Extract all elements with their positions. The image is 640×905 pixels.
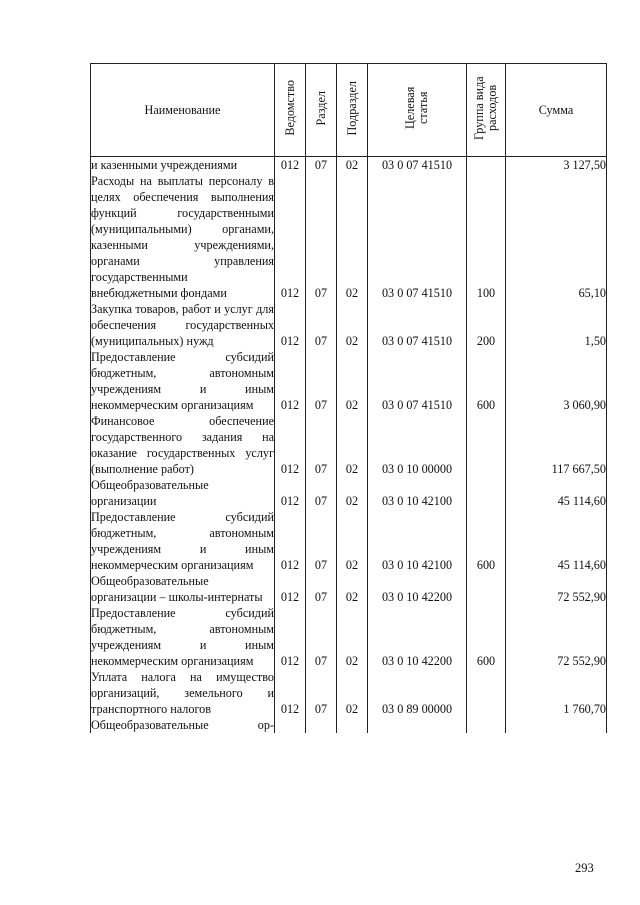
row-razdel: 07 xyxy=(306,605,337,669)
row-vedomstvo: 012 xyxy=(275,669,306,717)
row-gruppa: 100 xyxy=(467,173,506,301)
row-razdel: 07 xyxy=(306,157,337,174)
row-summa: 3 127,50 xyxy=(506,157,607,174)
row-summa: 72 552,90 xyxy=(506,573,607,605)
row-gruppa: 600 xyxy=(467,605,506,669)
header-podrazdel: Подраздел xyxy=(337,64,368,157)
row-gruppa xyxy=(467,669,506,717)
row-summa: 1,50 xyxy=(506,301,607,349)
row-vedomstvo: 012 xyxy=(275,157,306,174)
row-name: Закупка товаров, работ и услуг для обеспечения государственных (муниципальных) нужд xyxy=(91,302,274,348)
row-tselevaya: 03 0 10 42200 xyxy=(368,605,467,669)
row-tselevaya: 03 0 10 42200 xyxy=(368,573,467,605)
row-podrazdel: 02 xyxy=(337,669,368,717)
row-tselevaya: 03 0 07 41510 xyxy=(368,301,467,349)
row-tselevaya: 03 0 07 41510 xyxy=(368,173,467,301)
row-summa: 45 114,60 xyxy=(506,509,607,573)
row-vedomstvo: 012 xyxy=(275,573,306,605)
row-name: и казенными учреждениями xyxy=(91,157,275,174)
row-gruppa: 600 xyxy=(467,349,506,413)
row-podrazdel xyxy=(337,717,368,733)
table-row xyxy=(91,477,607,509)
header-summa: Сумма xyxy=(506,64,607,157)
table-row xyxy=(91,717,607,733)
row-name: Общеобразовательные ор- xyxy=(91,718,274,732)
header-gruppa: Группа вида расходов xyxy=(467,64,506,157)
row-vedomstvo: 012 xyxy=(275,477,306,509)
table-header-row xyxy=(91,64,607,157)
row-summa: 3 060,90 xyxy=(506,349,607,413)
row-podrazdel: 02 xyxy=(337,605,368,669)
row-vedomstvo: 012 xyxy=(275,173,306,301)
row-summa: 1 760,70 xyxy=(506,669,607,717)
row-tselevaya xyxy=(368,717,467,733)
row-gruppa: 600 xyxy=(467,509,506,573)
row-vedomstvo: 012 xyxy=(275,413,306,477)
row-razdel: 07 xyxy=(306,573,337,605)
table-row xyxy=(91,605,607,669)
row-name: Общеобразовательные организации xyxy=(91,477,275,509)
row-vedomstvo: 012 xyxy=(275,349,306,413)
table-row xyxy=(91,573,607,605)
row-podrazdel: 02 xyxy=(337,413,368,477)
row-podrazdel: 02 xyxy=(337,157,368,174)
row-gruppa xyxy=(467,477,506,509)
row-name: Финансовое обеспечение государственного задания на оказание государственных услуг (выполнение работ) xyxy=(91,414,274,476)
row-podrazdel: 02 xyxy=(337,477,368,509)
table-row xyxy=(91,301,607,349)
row-gruppa: 200 xyxy=(467,301,506,349)
row-tselevaya: 03 0 10 00000 xyxy=(368,413,467,477)
row-gruppa xyxy=(467,157,506,174)
row-vedomstvo xyxy=(275,717,306,733)
page-number: 293 xyxy=(575,861,594,875)
row-podrazdel: 02 xyxy=(337,573,368,605)
row-razdel: 07 xyxy=(306,669,337,717)
row-razdel xyxy=(306,717,337,733)
row-name: Предоставление субсидий бюджетным, автономным учреждениям и иным некоммерческим организациям xyxy=(91,510,274,572)
header-name: Наименование xyxy=(91,64,275,157)
row-podrazdel: 02 xyxy=(337,349,368,413)
row-gruppa xyxy=(467,573,506,605)
row-razdel: 07 xyxy=(306,509,337,573)
row-summa: 65,10 xyxy=(506,173,607,301)
row-name: Общеобразовательные организации – школы-интернаты xyxy=(91,573,275,605)
row-vedomstvo: 012 xyxy=(275,605,306,669)
row-summa xyxy=(506,717,607,733)
row-summa: 117 667,50 xyxy=(506,413,607,477)
row-razdel: 07 xyxy=(306,173,337,301)
row-gruppa xyxy=(467,717,506,733)
header-razdel: Раздел xyxy=(306,64,337,157)
header-vedomstvo: Ведомство xyxy=(275,64,306,157)
table-row xyxy=(91,349,607,413)
row-name: Предоставление субсидий бюджетным, автономным учреждениям и иным некоммерческим организациям xyxy=(91,350,274,412)
row-summa: 45 114,60 xyxy=(506,477,607,509)
row-name: Уплата налога на имущество организаций, земельного и транспортного налогов xyxy=(91,670,274,716)
row-summa: 72 552,90 xyxy=(506,605,607,669)
row-podrazdel: 02 xyxy=(337,509,368,573)
row-razdel: 07 xyxy=(306,477,337,509)
table-row xyxy=(91,509,607,573)
row-vedomstvo: 012 xyxy=(275,509,306,573)
row-razdel: 07 xyxy=(306,301,337,349)
row-podrazdel: 02 xyxy=(337,173,368,301)
row-tselevaya: 03 0 07 41510 xyxy=(368,349,467,413)
table-row xyxy=(91,669,607,717)
row-name: Расходы на выплаты персоналу в целях обеспечения выполнения функций государственными (муниципальными) органами, казенными учреждениями, органами управления государственными внебюджетными фондами xyxy=(91,174,274,300)
row-razdel: 07 xyxy=(306,349,337,413)
row-podrazdel: 02 xyxy=(337,301,368,349)
row-name: Предоставление субсидий бюджетным, автономным учреждениям и иным некоммерческим организациям xyxy=(91,606,274,668)
budget-table xyxy=(90,63,607,733)
row-tselevaya: 03 0 10 42100 xyxy=(368,509,467,573)
table-row xyxy=(91,413,607,477)
table-row xyxy=(91,157,607,174)
row-tselevaya: 03 0 07 41510 xyxy=(368,157,467,174)
row-gruppa xyxy=(467,413,506,477)
row-tselevaya: 03 0 89 00000 xyxy=(368,669,467,717)
table-row xyxy=(91,173,607,301)
row-tselevaya: 03 0 10 42100 xyxy=(368,477,467,509)
row-razdel: 07 xyxy=(306,413,337,477)
row-vedomstvo: 012 xyxy=(275,301,306,349)
header-tselevaya: Целевая статья xyxy=(368,64,467,157)
